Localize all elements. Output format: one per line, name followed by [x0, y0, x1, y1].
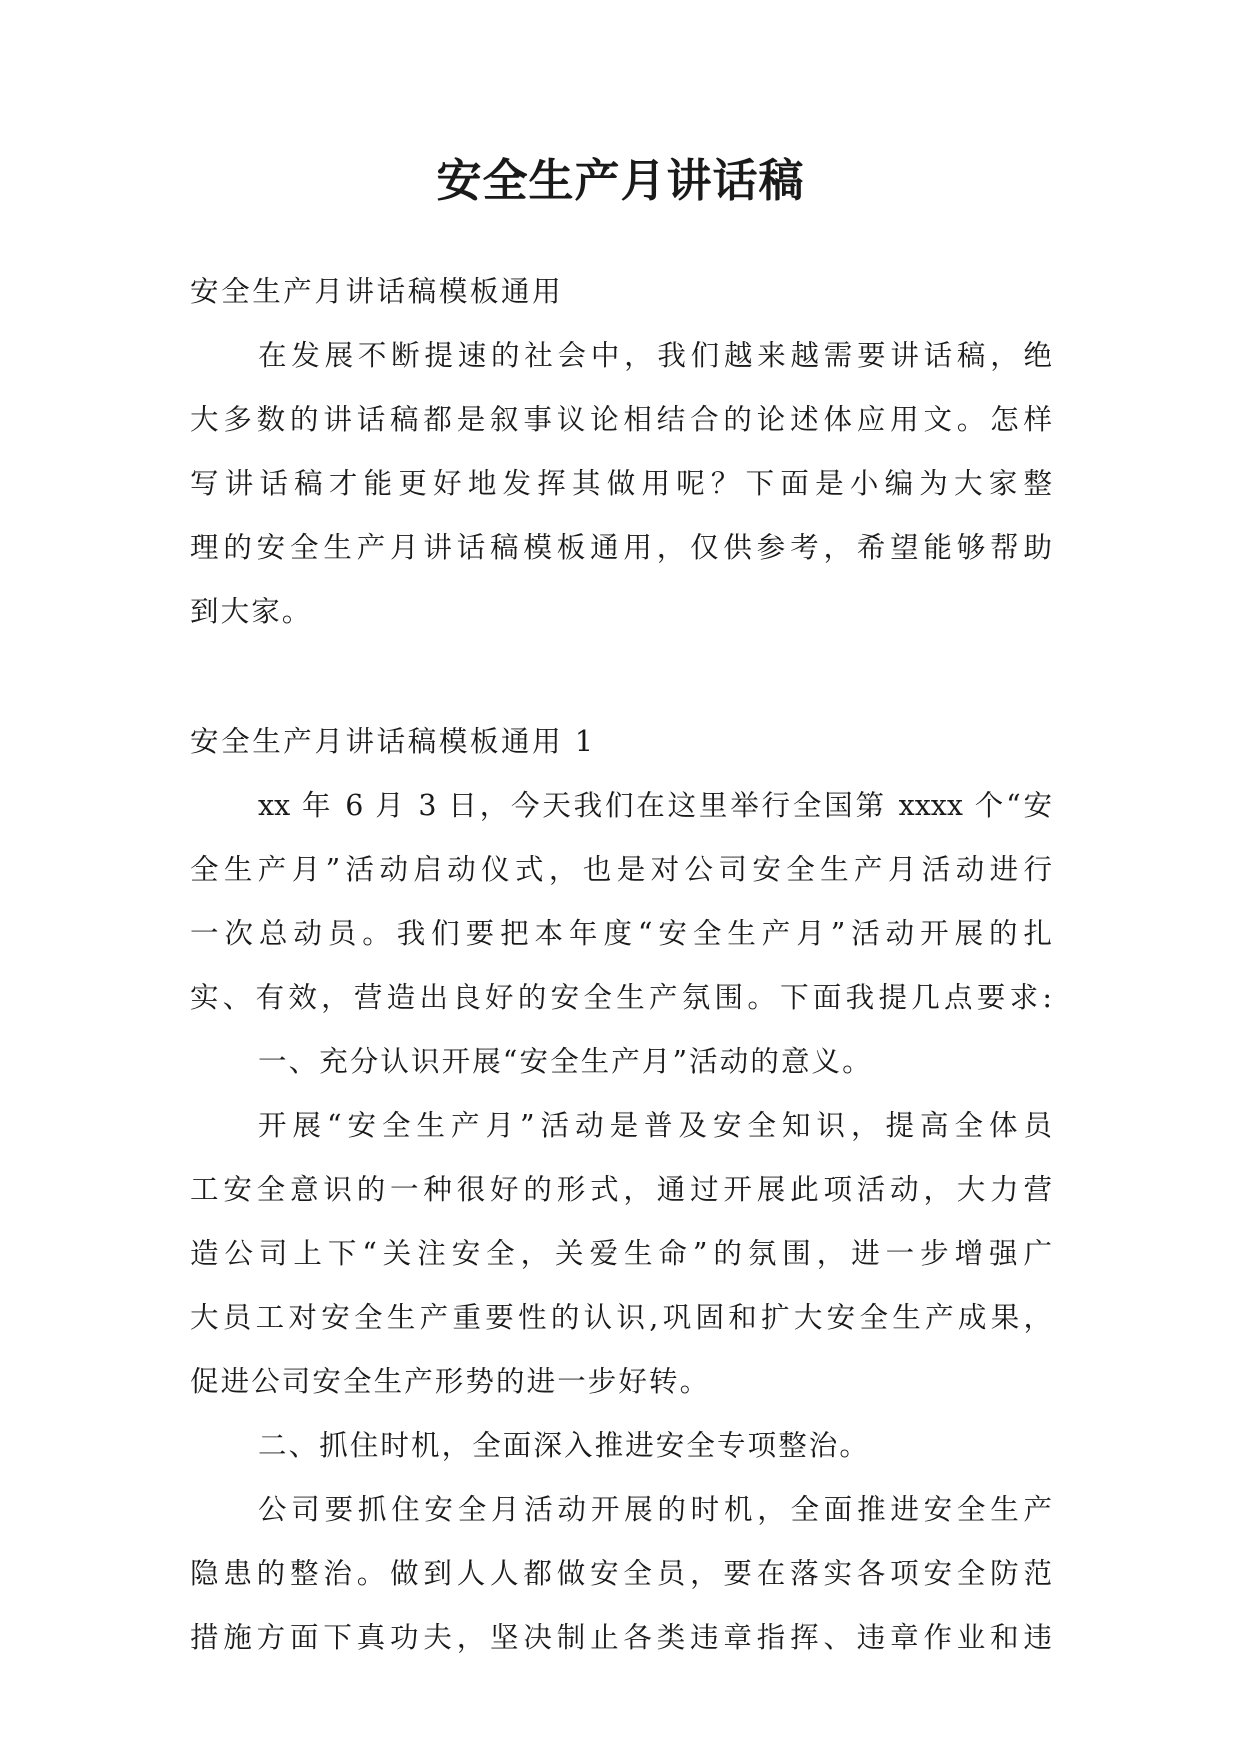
section1-line-13: 隐患的整治。做到人人都做安全员，要在落实各项安全防范	[190, 1557, 1052, 1590]
document-title: 安全生产月讲话稿	[436, 154, 805, 207]
section-gap	[190, 644, 1052, 710]
section1-line-1: xx 年 6 月 3 日，今天我们在这里举行全国第 xxxx 个“安	[258, 789, 1052, 822]
intro-line-5: 到大家。	[190, 595, 313, 628]
section1-line-6: 开展“安全生产月”活动是普及安全知识，提高全体员	[258, 1109, 1052, 1142]
section1-line-2: 全生产月”活动启动仪式，也是对公司安全生产月活动进行	[190, 853, 1052, 886]
intro-line-3: 写讲话稿才能更好地发挥其做用呢？下面是小编为大家整	[190, 467, 1052, 500]
section1-line-12: 公司要抓住安全月活动开展的时机，全面推进安全生产	[258, 1493, 1052, 1526]
section1-heading: 安全生产月讲话稿模板通用 1	[190, 725, 596, 758]
intro-heading: 安全生产月讲话稿模板通用	[190, 275, 564, 308]
intro-line-4: 理的安全生产月讲话稿模板通用，仅供参考，希望能够帮助	[190, 531, 1052, 564]
section1-line-14: 措施方面下真功夫，坚决制止各类违章指挥、违章作业和违	[190, 1621, 1052, 1654]
section1-line-4: 实、有效，营造出良好的安全生产氛围。下面我提几点要求:	[190, 981, 1052, 1014]
section1-line-7: 工安全意识的一种很好的形式，通过开展此项活动，大力营	[190, 1173, 1052, 1206]
point-one-heading: 一、充分认识开展“安全生产月”活动的意义。	[258, 1045, 873, 1078]
point-two-heading: 二、抓住时机，全面深入推进安全专项整治。	[258, 1429, 871, 1462]
section1-line-10: 促进公司安全生产形势的进一步好转。	[190, 1365, 711, 1398]
section1-line-8: 造公司上下“关注安全，关爱生命”的氛围，进一步增强广	[190, 1237, 1052, 1270]
section1-line-3: 一次总动员。我们要把本年度“安全生产月”活动开展的扎	[190, 917, 1052, 950]
intro-line-1: 在发展不断提速的社会中，我们越来越需要讲话稿，绝	[258, 339, 1052, 372]
document-body	[190, 260, 1052, 1670]
section1-line-9: 大员工对安全生产重要性的认识,巩固和扩大安全生产成果，	[190, 1301, 1052, 1334]
intro-line-2: 大多数的讲话稿都是叙事议论相结合的论述体应用文。怎样	[190, 403, 1052, 436]
